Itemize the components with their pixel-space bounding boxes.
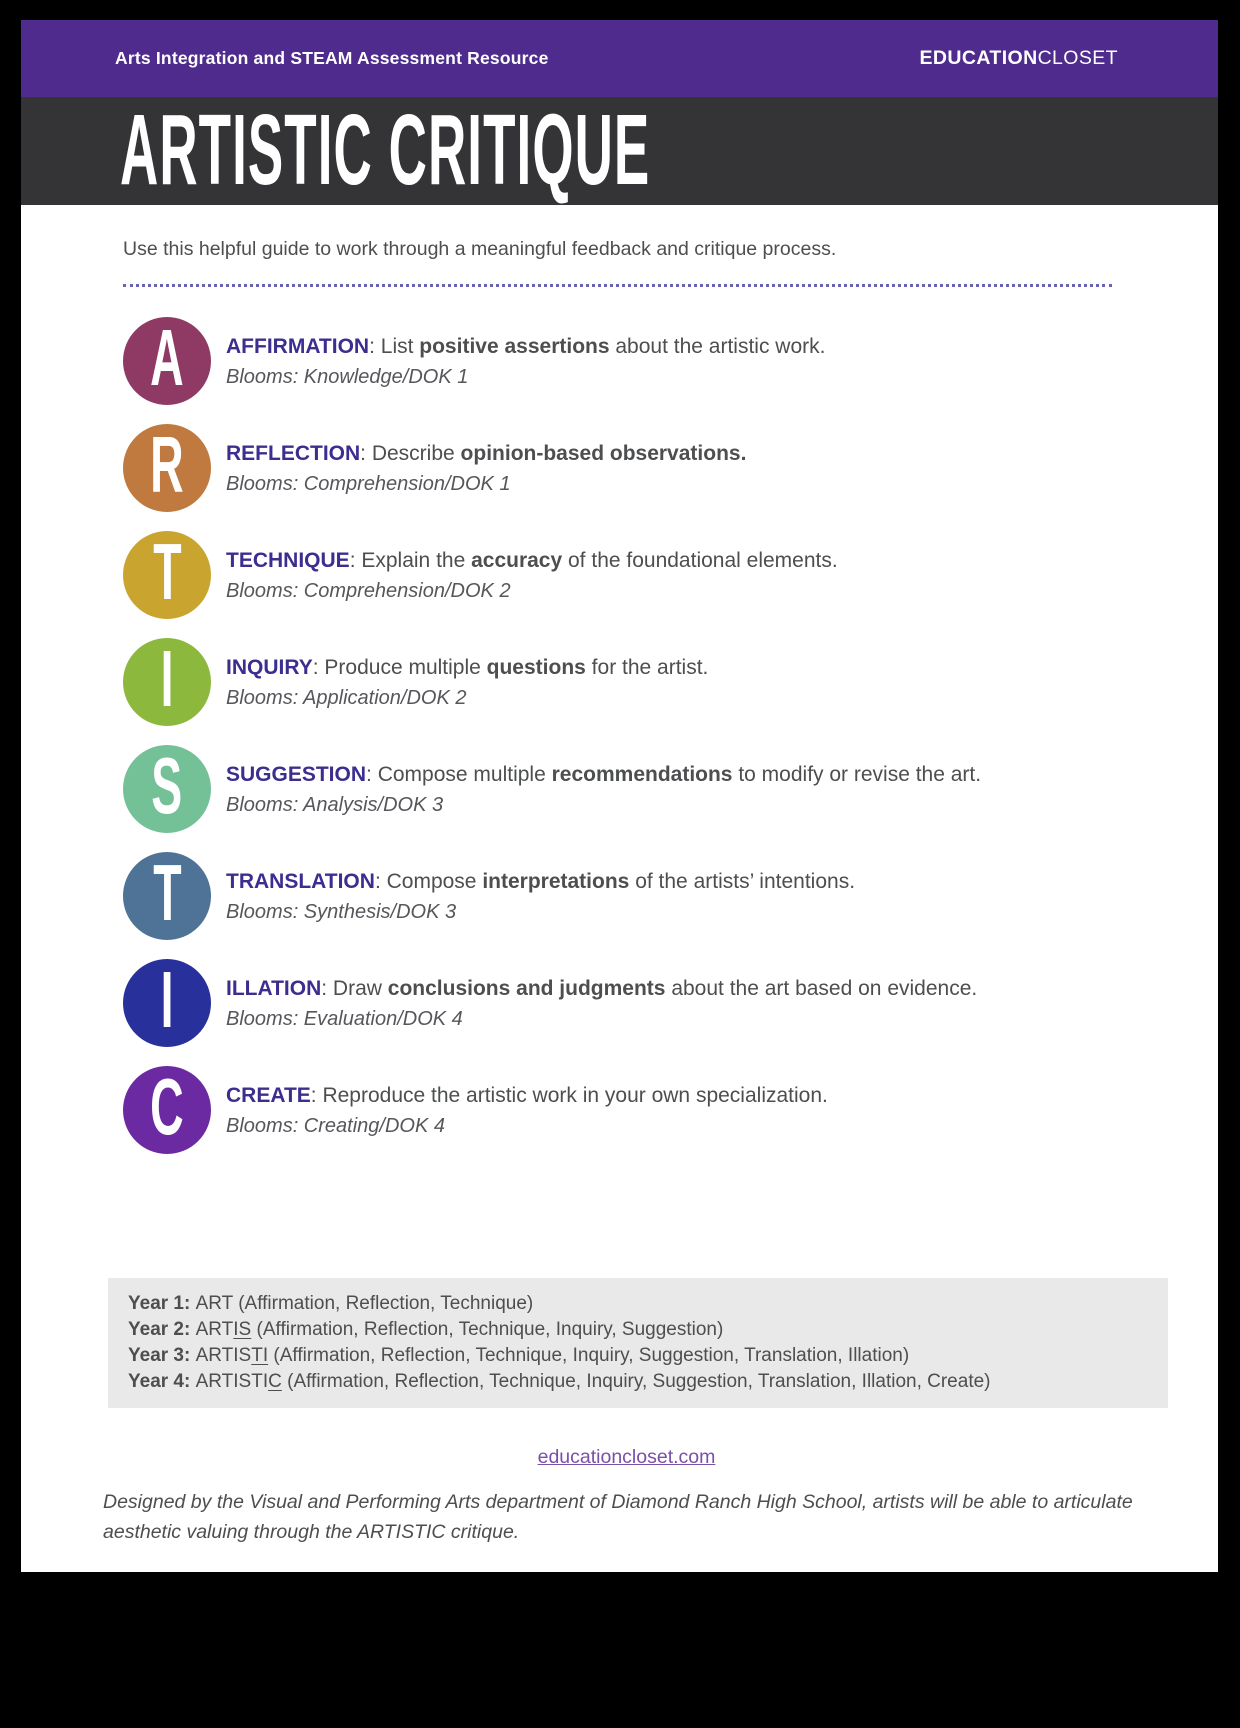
badge-letter: T xyxy=(152,527,182,616)
year-row-4 xyxy=(128,1369,1148,1395)
item-description: SUGGESTION: Compose multiple recommendations to modify or revise the art. xyxy=(226,763,982,786)
item-text xyxy=(226,1082,828,1138)
item-term: CREATE xyxy=(226,1084,311,1107)
letter-badge xyxy=(123,313,211,405)
critique-item-technique xyxy=(123,527,1130,619)
item-description: TECHNIQUE: Explain the accuracy of the foundational elements. xyxy=(226,549,838,572)
year-rest: (Affirmation, Reflection, Technique) xyxy=(232,1293,534,1314)
year-label: Year 4: xyxy=(128,1371,196,1392)
item-description: REFLECTION: Describe opinion-based observations. xyxy=(226,442,747,465)
year-row-3 xyxy=(128,1343,1148,1369)
critique-item-inquiry xyxy=(123,634,1130,726)
item-blooms: Blooms: Comprehension/DOK 2 xyxy=(226,580,511,602)
year-label: Year 3: xyxy=(128,1345,196,1366)
item-blooms: Blooms: Evaluation/DOK 4 xyxy=(226,1008,463,1030)
resource-title: Arts Integration and STEAM Assessment Resource xyxy=(115,48,549,68)
item-term: INQUIRY xyxy=(226,656,313,679)
item-blooms: Blooms: Knowledge/DOK 1 xyxy=(226,366,469,388)
item-term: TECHNIQUE xyxy=(226,549,350,572)
letter-badge xyxy=(123,420,211,512)
item-text xyxy=(226,654,708,710)
link-row xyxy=(123,1446,1130,1469)
item-description: INQUIRY: Produce multiple questions for the artist. xyxy=(226,656,709,679)
letter-badge xyxy=(123,848,211,940)
item-text xyxy=(226,333,825,389)
year-acronym: ARTIS xyxy=(195,1319,252,1340)
critique-item-suggestion xyxy=(123,741,1130,833)
critique-item-illation xyxy=(123,955,1130,1047)
year-acronym: ARTISTIC xyxy=(195,1371,282,1392)
intro-text: Use this helpful guide to work through a meaningful feedback and critique process. xyxy=(123,238,837,260)
educationcloset-link[interactable]: educationcloset.com xyxy=(537,1446,716,1468)
item-text xyxy=(226,975,977,1031)
item-blooms: Blooms: Creating/DOK 4 xyxy=(226,1115,445,1137)
badge-letter: R xyxy=(150,420,184,509)
item-text xyxy=(226,868,855,924)
badge-letter: I xyxy=(160,634,174,723)
letter-badge xyxy=(123,741,211,833)
item-description: ILLATION: Draw conclusions and judgments about the art based on evidence. xyxy=(226,977,978,1000)
item-text xyxy=(226,761,981,817)
dotted-divider xyxy=(123,284,1112,287)
page-title: ARTISTIC CRITIQUE xyxy=(120,94,651,206)
item-blooms: Blooms: Synthesis/DOK 3 xyxy=(226,901,457,923)
critique-item-affirmation xyxy=(123,313,1130,405)
year-row-2 xyxy=(128,1317,1148,1343)
badge-letter: S xyxy=(151,741,183,830)
critique-item-create xyxy=(123,1062,1130,1154)
year-rest: (Affirmation, Reflection, Technique, Inquiry, Suggestion) xyxy=(251,1319,724,1340)
year-label: Year 1: xyxy=(128,1293,196,1314)
page xyxy=(21,20,1218,1572)
item-text xyxy=(226,440,746,496)
item-term: SUGGESTION xyxy=(226,763,367,786)
item-text xyxy=(226,547,838,603)
badge-letter: T xyxy=(152,848,182,937)
item-term: AFFIRMATION xyxy=(226,335,370,358)
title-banner xyxy=(21,94,1218,206)
letter-badge xyxy=(123,1062,211,1154)
critique-item-translation xyxy=(123,848,1130,940)
item-blooms: Blooms: Comprehension/DOK 1 xyxy=(226,473,511,495)
badge-letter: C xyxy=(150,1062,184,1151)
item-term: REFLECTION xyxy=(226,442,361,465)
year-row-1 xyxy=(128,1291,1148,1317)
letter-badge xyxy=(123,634,211,726)
brand-logo-light: CLOSET xyxy=(1037,47,1118,69)
item-blooms: Blooms: Analysis/DOK 3 xyxy=(226,794,444,816)
badge-letter: A xyxy=(150,313,184,402)
year-acronym: ART xyxy=(195,1293,233,1314)
item-term: TRANSLATION xyxy=(226,870,375,893)
year-label: Year 2: xyxy=(128,1319,196,1340)
content xyxy=(21,235,1218,1547)
brand-logo-bold: EDUCATION xyxy=(919,47,1038,69)
year-acronym: ARTISTI xyxy=(195,1345,269,1366)
year-rest: (Affirmation, Reflection, Technique, Inquiry, Suggestion, Translation, Illation, Create) xyxy=(281,1371,991,1392)
letter-badge xyxy=(123,955,211,1047)
brand-logo xyxy=(920,47,1119,70)
letter-badge xyxy=(123,527,211,619)
item-description: CREATE: Reproduce the artistic work in your own specialization. xyxy=(226,1084,828,1107)
item-term: ILLATION xyxy=(226,977,322,1000)
item-description: TRANSLATION: Compose interpretations of the artists’ intentions. xyxy=(226,870,856,893)
item-description: AFFIRMATION: List positive assertions about the artistic work. xyxy=(226,335,826,358)
item-blooms: Blooms: Application/DOK 2 xyxy=(226,687,467,709)
critique-item-reflection xyxy=(123,420,1130,512)
year-rest: (Affirmation, Reflection, Technique, Inquiry, Suggestion, Translation, Illation) xyxy=(268,1345,910,1366)
footer-note: Designed by the Visual and Performing Arts department of Diamond Ranch High School, artists will be able to articulate aesthetic valuing through the ARTISTIC critique. xyxy=(103,1491,1133,1543)
critique-list xyxy=(123,313,1130,1154)
badge-letter: I xyxy=(160,955,174,1044)
years-box xyxy=(108,1278,1168,1408)
top-purple-bar xyxy=(21,20,1218,97)
